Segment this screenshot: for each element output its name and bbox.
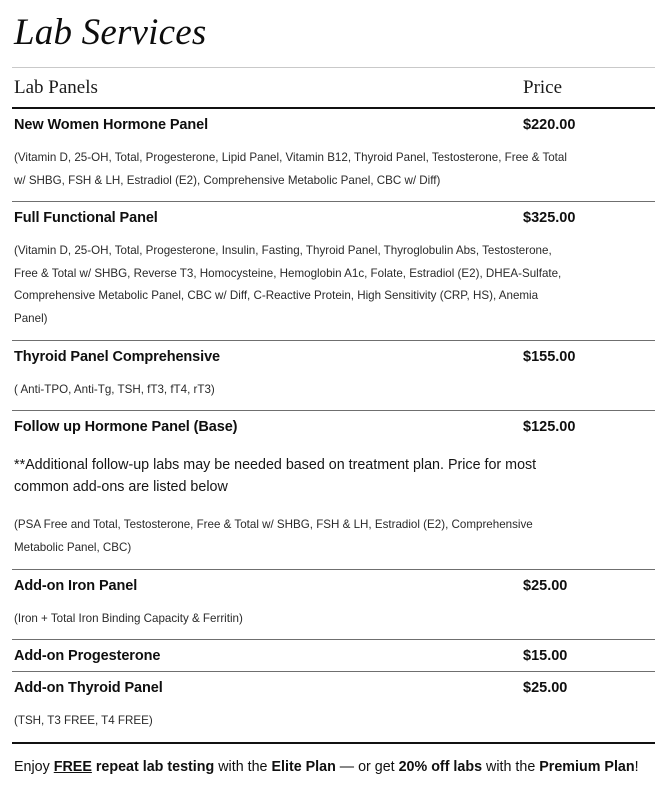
footer-offer-text	[12, 744, 655, 779]
panel-name: Add-on Progesterone	[14, 648, 161, 665]
footer-part-3: with the	[214, 758, 272, 775]
footer-part-1: Enjoy	[14, 758, 54, 775]
footer-part-6: !	[634, 758, 639, 775]
panel-note: **Additional follow-up labs may be needed based on treatment plan. Price for most common add-ons are listed below	[14, 457, 537, 496]
table-row	[12, 109, 655, 140]
page-title: Lab Services	[14, 12, 207, 53]
footer-discount-label: 20% off labs	[398, 758, 483, 775]
panel-name: Add-on Iron Panel	[14, 577, 138, 594]
column-header-price: Price	[523, 77, 563, 98]
footer-part-4: — or get	[335, 758, 399, 775]
panel-price: $25.00	[523, 577, 568, 594]
column-header-lab-panels: Lab Panels	[14, 77, 98, 98]
panel-description: (TSH, T3 FREE, T4 FREE)	[14, 714, 153, 728]
panel-name: Full Functional Panel	[14, 210, 158, 227]
table-row	[12, 341, 655, 372]
panel-description: (Vitamin D, 25-OH, Total, Progesterone, Lipid Panel, Vitamin B12, Thyroid Panel, Testosterone, Free & Total w/ SHBG, FSH & LH, Estradiol (E2), Comprehensive Metabolic Panel, CBC w/ Diff)	[14, 151, 567, 187]
panel-name: New Women Hormone Panel	[14, 117, 209, 133]
panel-name: Add-on Thyroid Panel	[14, 680, 163, 697]
panel-price: $220.00	[523, 117, 576, 133]
panel-description: (Iron + Total Iron Binding Capacity & Ferritin)	[14, 611, 243, 625]
footer-repeat-label: repeat lab testing	[91, 758, 215, 775]
panel-name: Follow up Hormone Panel (Base)	[14, 419, 238, 436]
footer-part-5: with the	[482, 758, 540, 775]
footer-free-label: FREE	[53, 758, 92, 775]
footer-premium-plan-label: Premium Plan	[539, 758, 635, 775]
panel-price: $155.00	[523, 348, 576, 365]
table-header	[12, 68, 655, 107]
footer-elite-plan-label: Elite Plan	[271, 758, 336, 775]
table-row	[12, 672, 655, 703]
panel-price: $15.00	[523, 648, 568, 665]
panel-price: $325.00	[523, 210, 576, 227]
panel-price: $25.00	[523, 680, 568, 697]
panel-description: ( Anti-TPO, Anti-Tg, TSH, fT3, fT4, rT3)	[14, 382, 215, 396]
table-row	[12, 640, 655, 671]
panel-description: (Vitamin D, 25-OH, Total, Progesterone, Insulin, Fasting, Thyroid Panel, Thyroglobulin Abs, Testosterone, Free & Total w/ SHBG, Reverse T3, Homocysteine, Hemoglobin A1c, Folate, Estradiol (E2), DHEA-Sulfate, Comprehensive Metabolic Panel, CBC w/ Diff, C-Reactive Protein, High Sensitivity (CRP, HS), Anemia Panel)	[14, 244, 562, 325]
table-row	[12, 202, 655, 233]
panel-price: $125.00	[523, 419, 576, 436]
table-row	[12, 570, 655, 601]
panel-name: Thyroid Panel Comprehensive	[14, 348, 220, 365]
panel-description: (PSA Free and Total, Testosterone, Free & Total w/ SHBG, FSH & LH, Estradiol (E2), Comprehensive Metabolic Panel, CBC)	[14, 518, 533, 555]
table-row	[12, 411, 655, 442]
